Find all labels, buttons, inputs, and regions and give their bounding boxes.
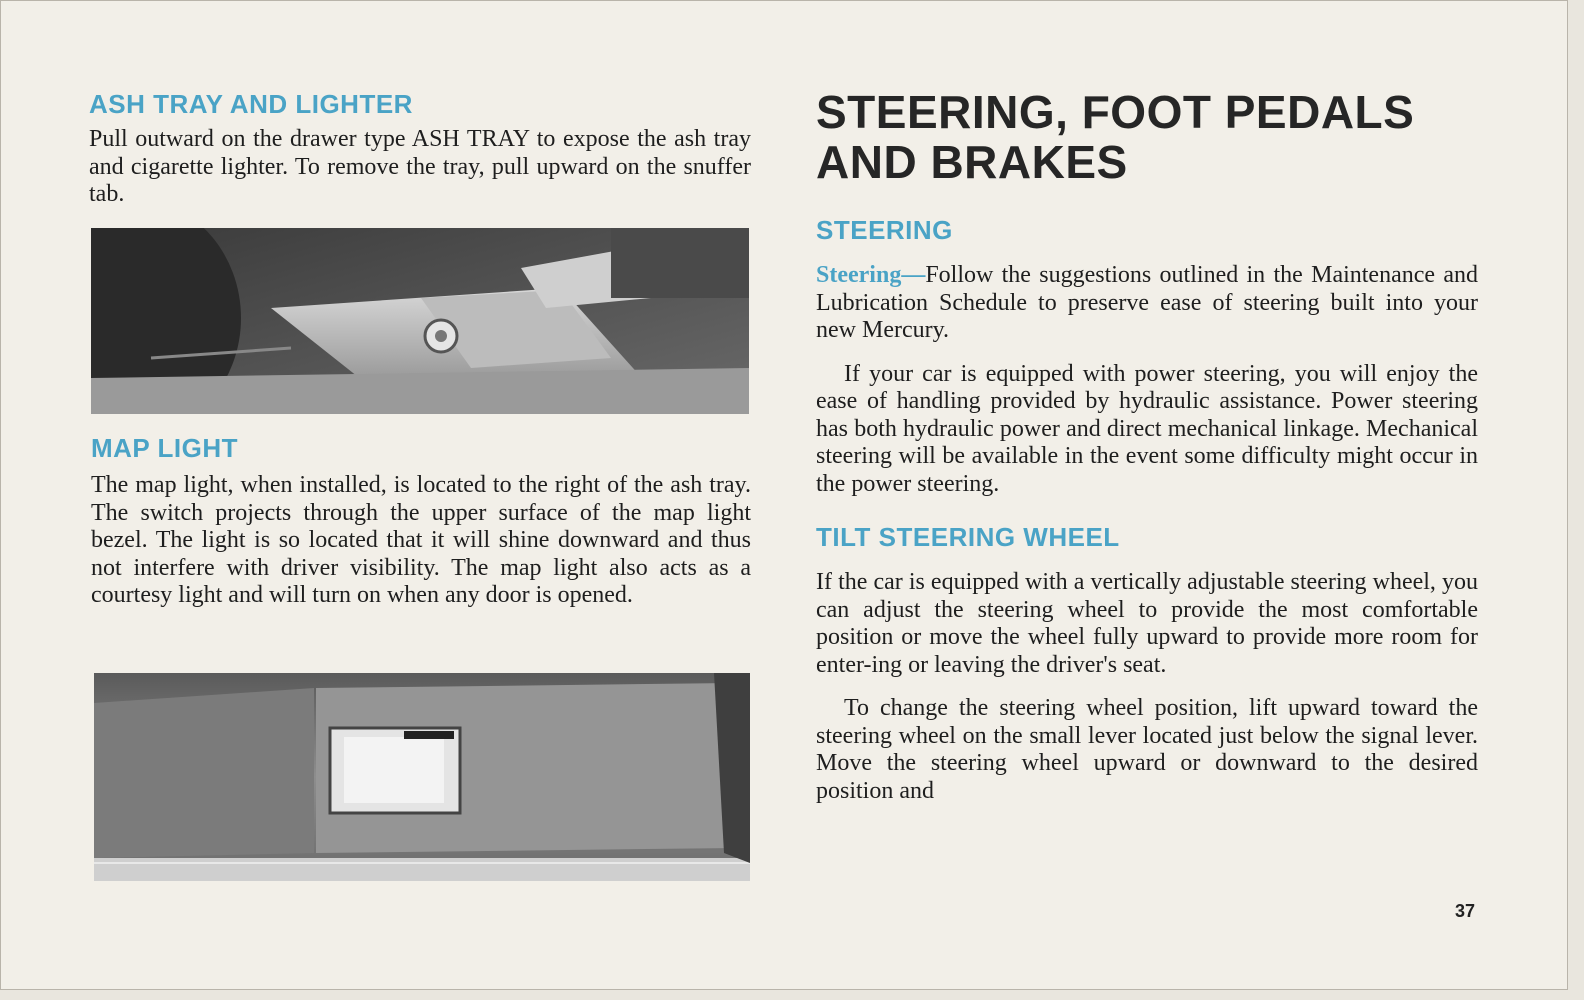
tilt-para1: If the car is equipped with a vertically adjustable steering wheel, you can adjust the steering wheel to provide the most comfortable position or move the wheel fully upward to provide more room for enter-ing or leaving the driver's seat. <box>816 569 1478 678</box>
left-column <box>89 89 751 209</box>
steering-heading: STEERING <box>816 215 953 245</box>
tilt-para2: To change the steering wheel position, lift upward toward the steering wheel on the small lever located just below the signal lever. Move the steering wheel upward or downward to the desired position and <box>816 695 1478 804</box>
steering-para1 <box>816 262 1478 345</box>
ash-tray-heading: ASH TRAY AND LIGHTER <box>89 89 413 119</box>
steering-para1-text: Follow the suggestions outlined in the Maintenance and Lubrication Schedule to preserve ease of steering built into your new Mercury. <box>816 262 1478 343</box>
ash-tray-photo <box>91 228 749 414</box>
ash-tray-body: Pull outward on the drawer type ASH TRAY to expose the ash tray and cigarette lighter. To remove the tray, pull upward on the snuffer tab. <box>89 126 751 207</box>
map-light-heading: MAP LIGHT <box>91 433 239 463</box>
tilt-heading: TILT STEERING WHEEL <box>816 522 1120 552</box>
map-light-body: The map light, when installed, is located to the right of the ash tray. The switch projects through the upper surface of the map light bezel. The light is so located that it will shine downward and thus not interfere with driver visibility. The map light also acts as a courtesy light and will turn on when any door is opened. <box>91 472 751 608</box>
page-title-line1: STEERING, FOOT PEDALS <box>816 86 1415 138</box>
map-light-photo <box>94 673 750 881</box>
steering-para2: If your car is equipped with power steering, you will enjoy the ease of handling provided by hydraulic assistance. Power steering has both hydraulic power and direct mechanical linkage. Mechanical steering will be available in the event some difficulty might occur in the power steering. <box>816 360 1478 497</box>
page-number: 37 <box>1454 901 1475 921</box>
map-light-section <box>91 433 751 610</box>
steering-runin: Steering— <box>816 262 926 288</box>
page-title <box>816 87 1478 187</box>
right-column <box>816 87 1478 805</box>
page-title-line2: AND BRAKES <box>816 136 1128 188</box>
